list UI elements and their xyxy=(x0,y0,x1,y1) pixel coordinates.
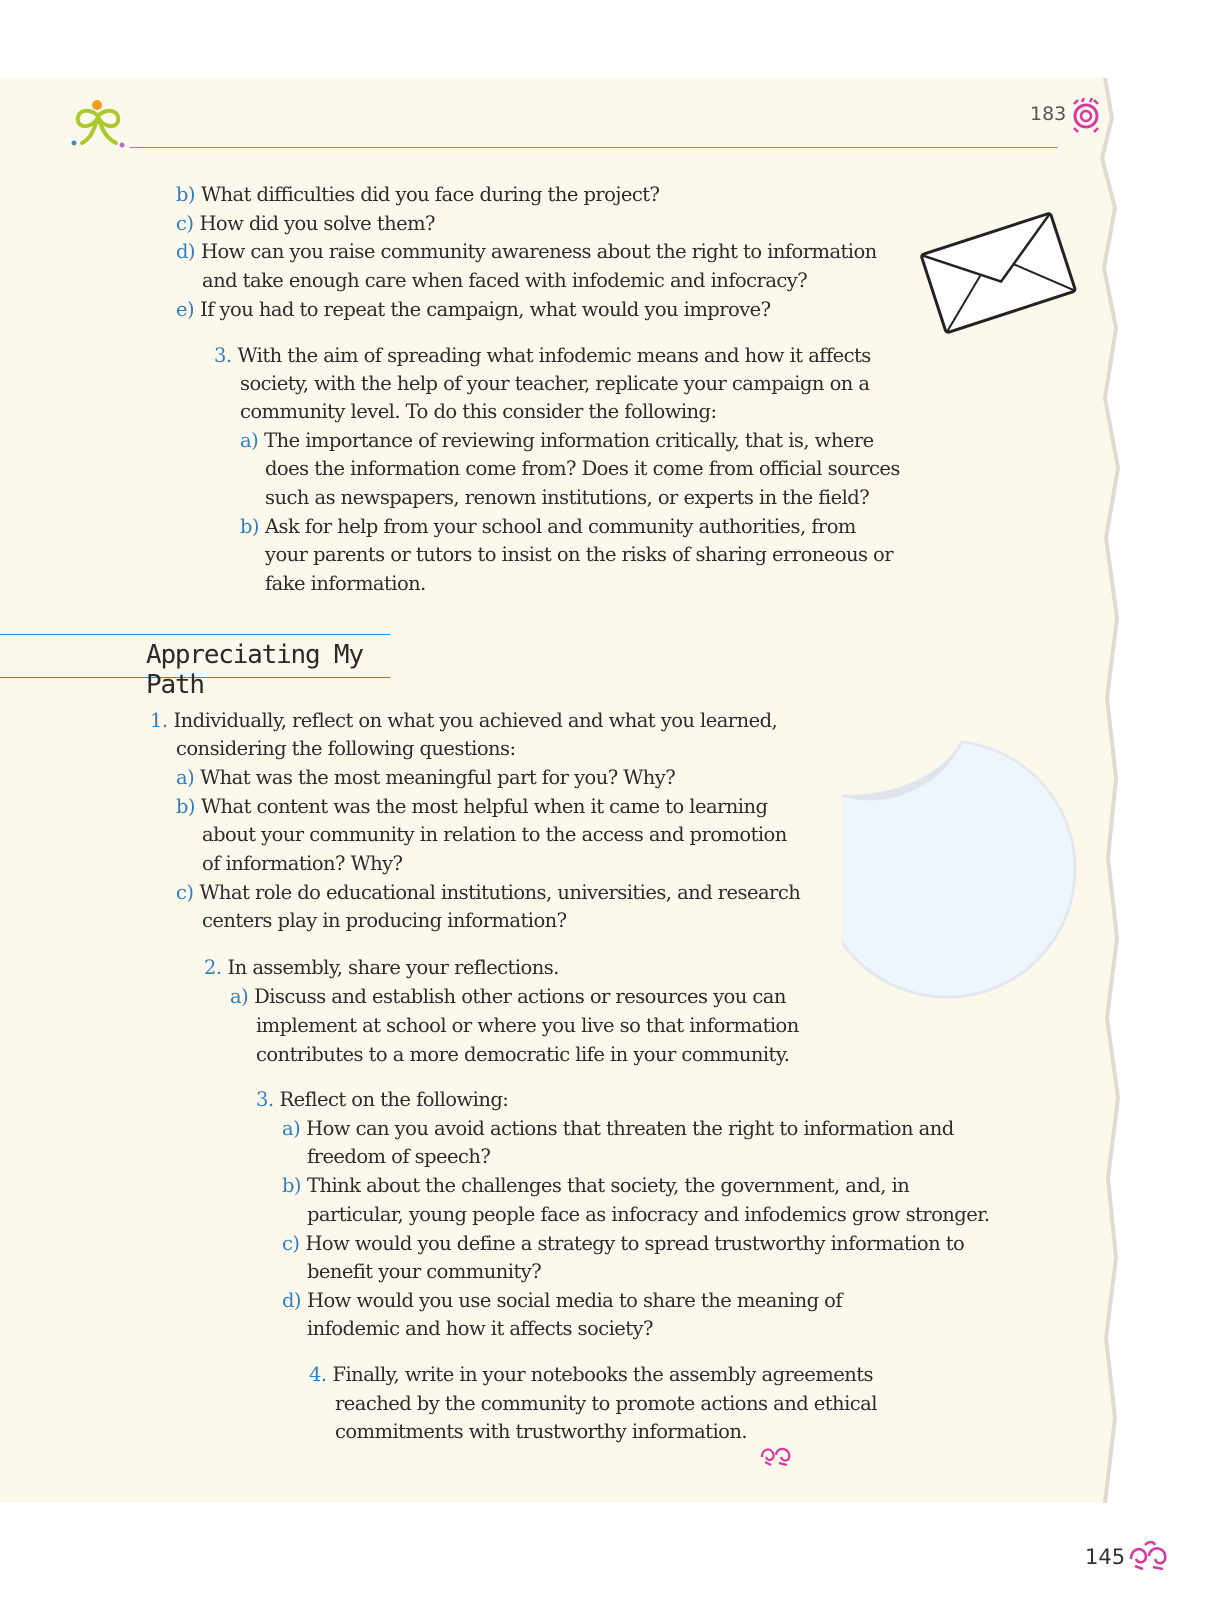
section-title: Appreciating My Path xyxy=(146,640,363,700)
list-item-continuation xyxy=(265,569,426,598)
list-marker: 2. xyxy=(204,956,222,979)
list-item-continuation xyxy=(202,820,787,849)
list-text: and take enough care when faced with infodemic and infocracy? xyxy=(202,269,808,292)
list-text: What was the most meaningful part for you? Why? xyxy=(200,766,676,789)
list-text: If you had to repeat the campaign, what would you improve? xyxy=(200,298,771,321)
list-text: about your community in relation to the access and promotion xyxy=(202,823,787,846)
list-item-continuation xyxy=(202,906,567,935)
list-item-continuation xyxy=(202,266,807,295)
list-marker: b) xyxy=(176,183,195,206)
list-text: reached by the community to promote actions and ethical xyxy=(335,1392,877,1415)
list-text: benefit your community? xyxy=(307,1260,542,1283)
list-marker: d) xyxy=(176,240,195,263)
list-item xyxy=(176,180,659,209)
list-text: How would you use social media to share the meaning of xyxy=(307,1289,843,1312)
list-text: How can you avoid actions that threaten the right to information and xyxy=(306,1117,954,1140)
list-text: community level. To do this consider the following: xyxy=(240,400,717,423)
list-text: Reflect on the following: xyxy=(279,1088,509,1111)
header-rule xyxy=(130,147,1058,148)
list-item xyxy=(256,1085,508,1114)
list-text: fake information. xyxy=(265,572,426,595)
pink-ornament-icon xyxy=(1070,98,1102,134)
list-text: What difficulties did you face during the project? xyxy=(201,183,660,206)
list-text: such as newspapers, renown institutions, or experts in the field? xyxy=(265,486,870,509)
list-text: does the information come from? Does it come from official sources xyxy=(265,457,900,480)
list-item xyxy=(176,209,435,238)
list-item-continuation xyxy=(265,540,893,569)
list-text: centers play in producing information? xyxy=(202,909,567,932)
list-item-continuation xyxy=(176,734,516,763)
list-text: In assembly, share your reflections. xyxy=(227,956,559,979)
list-marker: d) xyxy=(282,1289,301,1312)
list-text: your parents or tutors to insist on the risks of sharing erroneous or xyxy=(265,543,894,566)
list-text: of information? Why? xyxy=(202,852,403,875)
pink-ornament-icon xyxy=(1127,1541,1171,1571)
list-text: considering the following questions: xyxy=(176,737,516,760)
list-marker: 3. xyxy=(214,344,232,367)
list-text: How would you define a strategy to spread trustworthy information to xyxy=(305,1232,965,1255)
list-item xyxy=(214,341,871,370)
list-marker: c) xyxy=(176,212,194,235)
list-item xyxy=(176,878,800,907)
list-item-continuation xyxy=(240,397,717,426)
list-item xyxy=(309,1360,873,1389)
list-marker: a) xyxy=(282,1117,301,1140)
list-text: Ask for help from your school and community authorities, from xyxy=(265,515,856,538)
list-marker: a) xyxy=(240,429,259,452)
list-item-continuation xyxy=(335,1389,877,1418)
list-text: How did you solve them? xyxy=(199,212,435,235)
list-text: Discuss and establish other actions or resources you can xyxy=(254,985,786,1008)
list-text: society, with the help of your teacher, replicate your campaign on a xyxy=(240,372,870,395)
list-item-continuation xyxy=(256,1040,789,1069)
list-marker: b) xyxy=(282,1174,301,1197)
list-text: Individually, reflect on what you achieved and what you learned, xyxy=(173,709,778,732)
list-item-continuation xyxy=(307,1200,989,1229)
list-item xyxy=(282,1114,954,1143)
list-item xyxy=(176,295,771,324)
list-text: infodemic and how it affects society? xyxy=(307,1317,653,1340)
list-text: How can you raise community awareness about the right to information xyxy=(201,240,877,263)
list-item xyxy=(282,1229,964,1258)
list-item-continuation xyxy=(335,1417,747,1446)
list-item-continuation xyxy=(265,483,869,512)
list-text: What role do educational institutions, universities, and research xyxy=(199,881,801,904)
list-item-continuation xyxy=(202,849,402,878)
list-text: With the aim of spreading what infodemic means and how it affects xyxy=(237,344,871,367)
list-item-continuation xyxy=(240,369,870,398)
pink-ornament-icon xyxy=(759,1443,793,1467)
list-text: particular, young people face as infocracy and infodemics grow stronger. xyxy=(307,1203,990,1226)
list-marker: 1. xyxy=(150,709,168,732)
list-item xyxy=(176,792,767,821)
list-text: Finally, write in your notebooks the assembly agreements xyxy=(332,1363,873,1386)
peeling-sticker-icon xyxy=(842,738,1112,1000)
list-marker: a) xyxy=(176,766,195,789)
list-marker: e) xyxy=(176,298,195,321)
envelope-icon xyxy=(918,210,1078,335)
list-item xyxy=(204,953,559,982)
list-marker: 3. xyxy=(256,1088,274,1111)
list-item xyxy=(150,706,777,735)
list-item xyxy=(230,982,786,1011)
list-text: implement at school or where you live so that information xyxy=(256,1014,799,1037)
list-item xyxy=(282,1286,842,1315)
list-text: commitments with trustworthy information. xyxy=(335,1420,748,1443)
page-number-bottom: 145 xyxy=(1085,1545,1126,1569)
list-item-continuation xyxy=(256,1011,799,1040)
list-item xyxy=(176,237,877,266)
list-marker: c) xyxy=(282,1232,300,1255)
list-item xyxy=(240,426,874,455)
list-text: Think about the challenges that society, the government, and, in xyxy=(307,1174,910,1197)
list-marker: c) xyxy=(176,881,194,904)
list-marker: 4. xyxy=(309,1363,327,1386)
list-item-continuation xyxy=(307,1142,490,1171)
list-marker: b) xyxy=(240,515,259,538)
list-text: contributes to a more democratic life in your community. xyxy=(256,1043,790,1066)
list-item xyxy=(176,763,675,792)
list-item-continuation xyxy=(307,1314,653,1343)
list-item-continuation xyxy=(307,1257,541,1286)
list-item xyxy=(240,512,856,541)
sprout-logo-icon xyxy=(70,97,128,151)
list-text: The importance of reviewing information critically, that is, where xyxy=(264,429,874,452)
list-text: freedom of speech? xyxy=(307,1145,491,1168)
list-marker: a) xyxy=(230,985,249,1008)
list-item-continuation xyxy=(265,454,900,483)
list-item xyxy=(282,1171,909,1200)
section-title-banner xyxy=(0,634,390,700)
list-text: What content was the most helpful when it came to learning xyxy=(201,795,768,818)
list-marker: b) xyxy=(176,795,195,818)
page-number-top: 183 xyxy=(1030,103,1067,125)
